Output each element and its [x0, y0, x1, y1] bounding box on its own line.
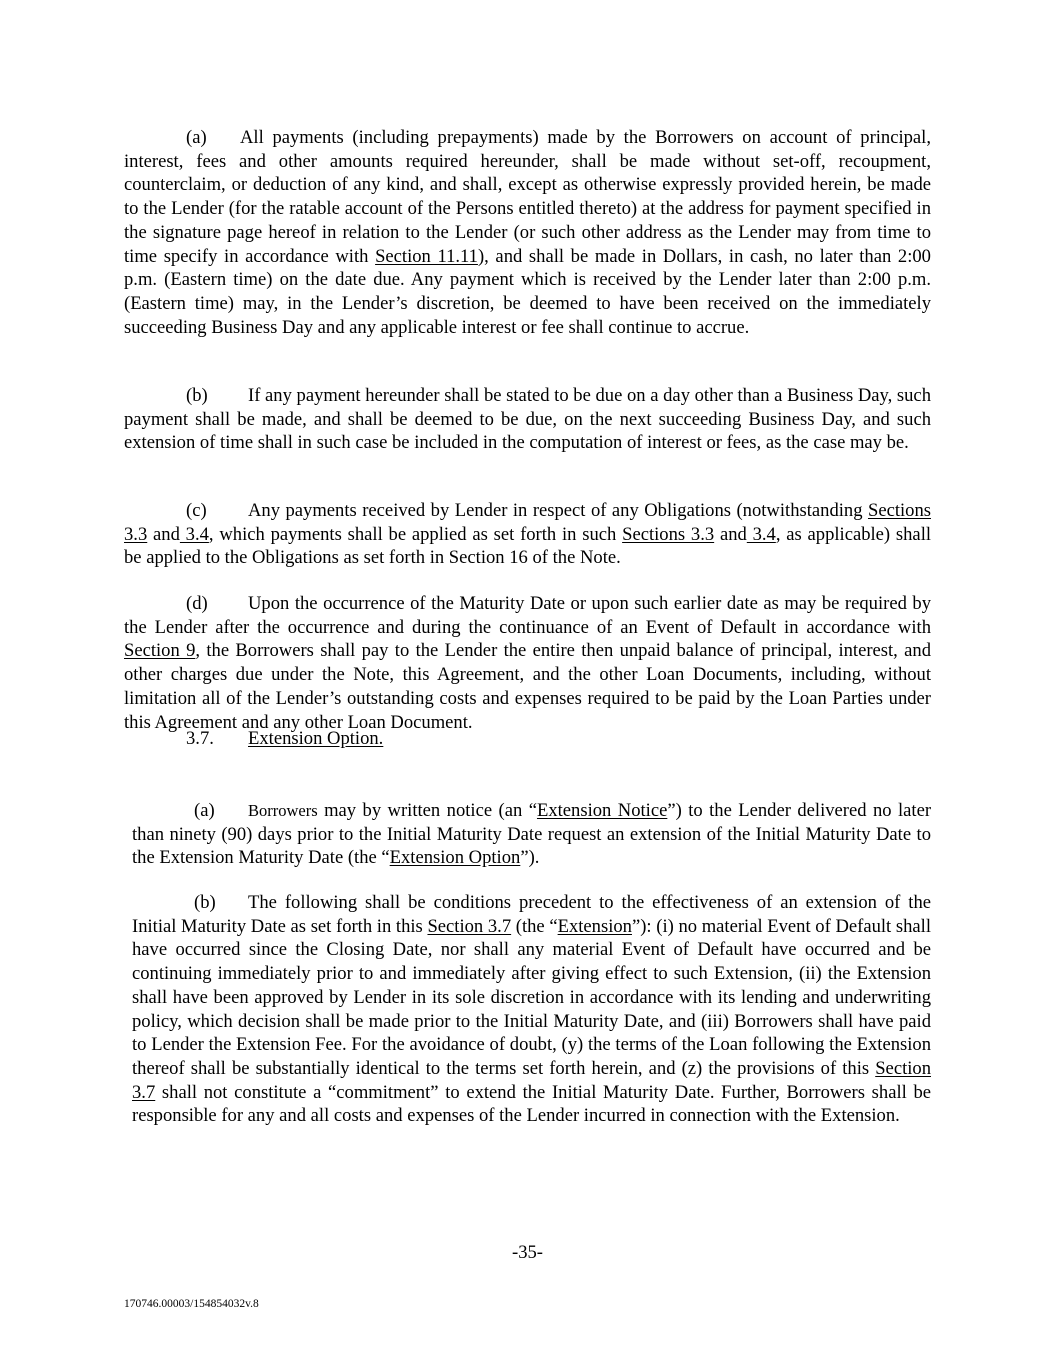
paragraph-a-extension-notice	[132, 799, 931, 870]
paragraph-text: , which payments shall be applied as set forth in such	[208, 523, 623, 545]
paragraph-d-maturity	[124, 592, 931, 734]
paragraph-text: If any payment hereunder shall be stated to be due on a day other than a Business Day, such payment shall be made, and shall be deemed to be due, on the next succeeding Business Day, and such extension of time shall in such case be included in the computation of interest or fees, as the case may be.	[124, 385, 931, 454]
paragraph-text: Upon the occurrence of the Maturity Date or upon such earlier date as may be required by the Lender after the occurrence and during the continuance of an Event of Default in accordance with	[124, 593, 931, 638]
paragraph-c-obligations	[124, 499, 931, 570]
section-heading	[186, 727, 383, 751]
paragraph-label: (a)	[194, 800, 215, 821]
paragraph-text: The following shall be conditions precedent to the effectiveness of an extension of the Initial Maturity Date as set forth in this	[132, 892, 931, 937]
paragraph-label: (b)	[186, 385, 208, 406]
section-number: 3.7.	[186, 728, 214, 749]
page-number: -35-	[512, 1242, 543, 1263]
paragraph-label: (c)	[186, 500, 207, 521]
paragraph-text: ”).	[520, 847, 540, 869]
paragraph-label: (a)	[186, 127, 207, 148]
paragraph-b-extension-conditions	[132, 891, 931, 1128]
paragraph-label: (d)	[186, 593, 208, 614]
document-id: 170746.00003/154854032v.8	[124, 1298, 259, 1310]
section-reference: Sections 3.3	[124, 500, 931, 545]
defined-term: Extension Notice	[536, 800, 668, 821]
section-reference: Section 3.7	[427, 915, 512, 937]
paragraph-label: (b)	[194, 892, 216, 913]
paragraph-text: Borrowers	[248, 801, 318, 820]
paragraph-text: , as applicable) shall be applied to the Obligations as set forth in Section 16 of the Note.	[124, 523, 932, 569]
paragraph-text: and	[147, 523, 180, 545]
section-reference: Section 9	[124, 640, 196, 662]
section-reference: Section 3.7	[132, 1057, 931, 1103]
paragraph-text: and	[714, 523, 747, 545]
paragraph-b-business-day	[124, 384, 931, 455]
section-reference: Sections 3.3	[622, 523, 715, 545]
paragraph-text: Any payments received by Lender in respect of any Obligations (notwithstanding	[248, 500, 868, 521]
defined-term: Extension	[557, 915, 632, 937]
paragraph-text: , the Borrowers shall pay to the Lender the entire then unpaid balance of principal, interest, and other charges due under the Note, this Agreement, and the other Loan Documents, including, without limitation all of the Lender’s outstanding costs and expenses required to be paid by the Loan Parties under this Agreement and any other Loan Document.	[124, 640, 931, 733]
section-reference: 3.4	[179, 523, 209, 545]
paragraph-text: ”): (i) no material Event of Default shall have occurred since the Closing Date, nor shall any material Event of Default have occurred and be continuing immediately prior to and immediately after giving effect to such Extension, (ii) the Extension shall have been approved by Lender in its sole discretion in accordance with its lending and underwriting policy, which decision shall be made prior to the Initial Maturity Date, and (iii) Borrowers shall have paid to Lender the Extension Fee. For the avoidance of doubt, (y) the terms of the Loan following the Extension thereof shall be substantially identical to the terms set forth herein, and (z) the provisions of this	[132, 915, 931, 1079]
paragraph-text: shall not constitute a “commitment” to extend the Initial Maturity Date. Further, Borrowers shall be responsible for any and all costs and expenses of the Lender incurred in connection with the Extension.	[132, 1081, 931, 1127]
defined-term: Extension Option	[389, 847, 521, 869]
paragraph-text: ”) to the Lender delivered no later than ninety (90) days prior to the Initial Maturity Date request an extension of the Initial Maturity Date to the Extension Maturity Date (the “	[132, 800, 932, 869]
paragraph-text: ), and shall be made in Dollars, in cash, no later than 2:00 p.m. (Eastern time) on the date due. Any payment which is received by the Lender later than 2:00 p.m. (Eastern time) may, in the Lender’s discretion, be deemed to have been received on the immediately succeeding Business Day and any applicable interest or fee shall continue to accrue.	[124, 245, 931, 338]
section-reference: 3.4	[746, 523, 776, 545]
section-reference: Section 11.11	[375, 245, 478, 267]
paragraph-text: (the “	[511, 915, 558, 937]
paragraph-text: may by written notice (an “	[317, 800, 537, 821]
paragraph-text: All payments (including prepayments) made by the Borrowers on account of principal, interest, fees and other amounts required hereunder, shall be made without set-off, recoupment, counterclaim, or deduction of any kind, and shall, except as otherwise expressly provided herein, be made to the Lender (for the ratable account of the Persons entitled thereto) at the address for payment specified in the signature page hereof in relation to the Lender (or such other address as the Lender may from time to time specify in accordance with	[124, 127, 931, 267]
section-title: Extension Option.	[248, 728, 384, 749]
paragraph-a-payments	[124, 126, 931, 339]
